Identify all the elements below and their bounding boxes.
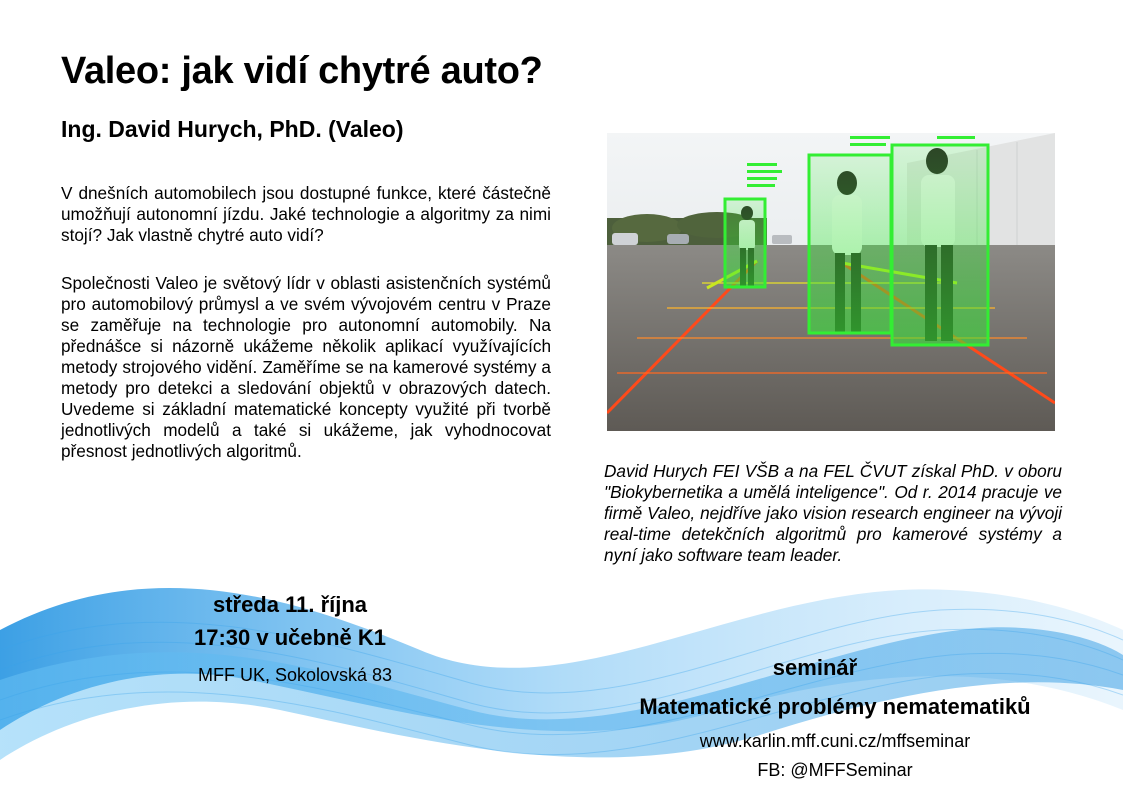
seminar-label: seminář — [772, 655, 858, 680]
pedestrian-detection-photo — [607, 133, 1055, 431]
seminar-name: Matematické problémy nematematiků — [639, 694, 1031, 719]
event-location: MFF UK, Sokolovská 83 — [197, 665, 393, 685]
speaker-bio: David Hurych FEI VŠB a na FEL ČVUT získal PhD. v oboru "Biokybernetika a umělá inteligence". Od r. 2014 pracuje ve firmě Valeo, nejdříve jako vision research engineer na vývoji real-time detekčních algoritmů pro kamerové systémy a nyní jako software team leader. — [604, 461, 1062, 565]
seminar-url: www.karlin.mff.cuni.cz/mffseminar — [699, 731, 971, 751]
abstract-paragraph-2: Společnosti Valeo je světový lídr v oblasti asistenčních systémů pro automobilový průmysl a ve svém vývojovém centru v Praze se zaměřuje na technologie pro autonomní automobily. Na přednášce si názorně ukážeme několik aplikací využívajících metody strojového vidění. Zaměříme se na kamerové systémy a metody pro detekci a sledování objektů v obrazových datech. Uvedeme si základní matematické koncepty využité při tvorbě jednotlivých modelů a také si ukážeme, jak vyhodnocovat přesnost jednotlivých algoritmů. — [61, 273, 551, 461]
event-time-room: 17:30 v učebně K1 — [194, 625, 386, 650]
seminar-facebook: FB: @MFFSeminar — [757, 760, 913, 780]
speaker-name: Ing. David Hurych, PhD. (Valeo) — [61, 116, 404, 142]
page-title: Valeo: jak vidí chytré auto? — [61, 50, 543, 92]
event-date: středa 11. října — [212, 592, 368, 617]
abstract-paragraph-1: V dnešních automobilech jsou dostupné funkce, které částečně umožňují autonomní jízdu. Jaké technologie a algoritmy za nimi stojí? Jak vlastně chytré auto vidí? — [61, 183, 551, 245]
